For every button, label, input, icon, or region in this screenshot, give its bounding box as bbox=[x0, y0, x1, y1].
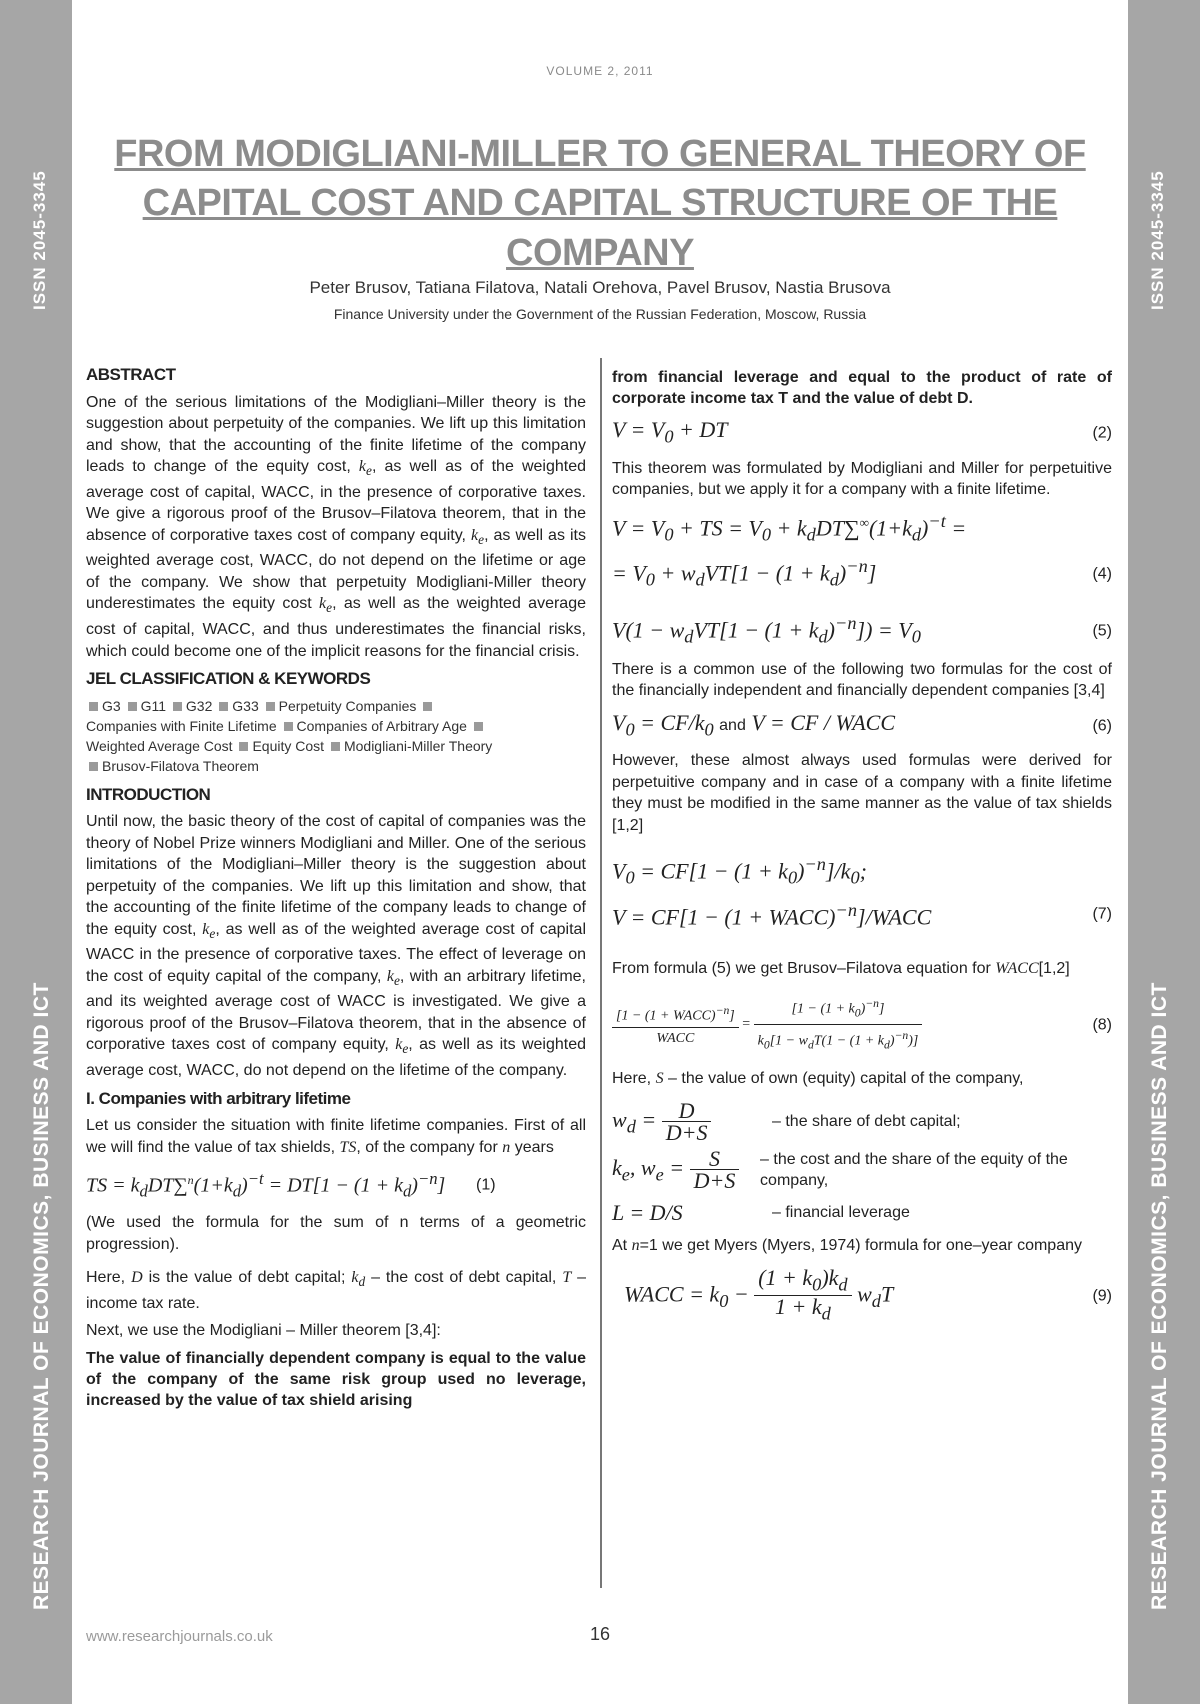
equation-6: $V_0 = CF/k_0$ and V = CF / WACC (6) bbox=[612, 709, 1112, 739]
bullet-square-icon bbox=[89, 702, 98, 711]
bullet-square-icon bbox=[219, 702, 228, 711]
column-divider bbox=[600, 358, 602, 1588]
definition-ke: $k_e$, $w_e$ = $\frac{S}{D+S}$ – the cost and the share of the equity of the company, bbox=[612, 1145, 1068, 1194]
bullet-square-icon bbox=[239, 742, 248, 751]
left-column bbox=[86, 362, 586, 1417]
bullet-square-icon bbox=[284, 722, 293, 731]
equation-5: $V(1 - w_dVT[1 - (1 + k_d)^{-n}]) = V_0$ (5) bbox=[612, 613, 1112, 648]
definition-wd: $w_d$ = $\frac{D}{D+S}$ – the share of debt capital; bbox=[612, 1097, 961, 1146]
introduction-heading: INTRODUCTION bbox=[86, 784, 211, 804]
volume-label: VOLUME 2, 2011 bbox=[546, 64, 654, 78]
issn-left: ISSN 2045-3345 bbox=[30, 170, 49, 310]
equation-2: $V = V_0$ + DT (2) bbox=[612, 417, 1112, 447]
section-text: Let us consider the situation with finite lifetime companies. First of all we will find the value of tax shields, TS, of the company for n years bbox=[86, 1117, 586, 1156]
abstract-heading: ABSTRACT bbox=[86, 365, 176, 384]
equation-number: (2) bbox=[1092, 424, 1112, 442]
equation-number: (6) bbox=[1092, 717, 1112, 735]
ke-symbol: $k_e$ bbox=[471, 526, 485, 547]
equation-number: (1) bbox=[476, 1176, 496, 1194]
authors: Peter Brusov, Tatiana Filatova, Natali Orehova, Pavel Brusov, Nastia Brusova bbox=[309, 278, 891, 297]
bullet-square-icon bbox=[89, 762, 98, 771]
jel-heading: JEL CLASSIFICATION & KEYWORDS bbox=[86, 669, 371, 689]
bullet-square-icon bbox=[474, 722, 483, 731]
theorem-text-continued: from financial leverage and equal to the product of rate of corporate income tax T and the value of debt D. bbox=[612, 369, 1112, 407]
keyword-list: G3 G11 G32 G33 Perpetuity Companies Companies with Finite Lifetime Companies of Arbitrary Age Weighted Average Cost Equity Cost Modigliani-Miller Theory Brusov-Filatova Theorem bbox=[86, 697, 493, 774]
equation-number: (9) bbox=[1092, 1287, 1112, 1305]
equation-1: TS = $k_dDT\sum^n(1+k_d)^{-t} = DT[1 - (1 + k_d)^{-n}]$ (1) bbox=[86, 1169, 496, 1201]
equation-7a: $V_0 = CF[1 - (1 + k_0)^{-n}]/k_0$; bbox=[612, 854, 867, 889]
definition-leverage: L = D/S – financial leverage bbox=[612, 1199, 910, 1225]
theorem-text: The value of financially dependent company is equal to the value of the company of the same risk group used no leverage, increased by the value of tax shield arising bbox=[86, 1349, 586, 1409]
equation-7b: V = CF[1 − (1 + WACC)$^{-n}$]/WACC (7) bbox=[612, 899, 1112, 929]
body-text: Here, S – the value of own (equity) capital of the company, bbox=[612, 1070, 1024, 1088]
bullet-square-icon bbox=[331, 742, 340, 751]
paper-title: FROM MODIGLIANI-MILLER TO GENERAL THEORY OF CAPITAL COST AND CAPITAL STRUCTURE OF THE COMPANY bbox=[114, 133, 1086, 274]
bullet-square-icon bbox=[266, 702, 275, 711]
journal-website-link[interactable]: www.researchjournals.co.uk bbox=[86, 1628, 273, 1645]
equation-4: = $V_0 + w_dVT[1 - (1 + k_d)^{-n}]$ (4) bbox=[612, 556, 1112, 590]
equation-9: WACC = $k_0$ − $\frac{(1 + k_0)k_d}{1 + k_d}$ $w_dT$ (9) bbox=[624, 1264, 1112, 1324]
equation-number: (7) bbox=[1092, 904, 1112, 922]
body-text: However, these almost always used formulas were derived for perpetuitive company and in case of a company with a finite lifetime they must be modified in the same manner as the value of tax shields [1,2] bbox=[612, 752, 1112, 834]
equation-8: $\frac{[1 - (1 + WACC)^{-n}]}{\text{WACC}}$ = $\frac{[1 - (1 + k_0)^{-n}]}{k_0[1 - w_dT(1 - (1 + k_d)^{-n})]}$ (8) bbox=[612, 993, 1112, 1056]
ke-symbol: $k_e$ bbox=[358, 458, 372, 479]
bullet-square-icon bbox=[423, 702, 432, 711]
body-text: This theorem was formulated by Modigliani and Miller for perpetuitive companies, but we apply it for a company with a finite lifetime. bbox=[612, 459, 1112, 499]
right-column bbox=[612, 367, 1112, 1335]
page-number: 16 bbox=[589, 1624, 611, 1644]
section-heading: I. Companies with arbitrary lifetime bbox=[86, 1088, 351, 1108]
bullet-square-icon bbox=[173, 702, 182, 711]
journal-name-right: RESEARCH JOURNAL OF ECONOMICS, BUSINESS AND ICT bbox=[1148, 982, 1171, 1610]
abstract-text: One of the serious limitations of the Modigliani–Miller theory is the suggestion about perpetuity of the companies. We lift up this limitation and show, that the accounting of the finite lifetime of the company leads to change of the equity cost, $k_e$, as well as of the weighted average cost of capital, WACC, in the presence of corporative taxes. We give a rigorous proof of the Brusov–Filatova theorem, that in the absence of corporative taxes cost of company equity, $k_e$, as well as its weighted average cost, WACC, do not depend on the lifetime or age of the company. We show that perpetuity Modigliani-Miller theory underestimates the equity cost $k_e$, as well as the weighted average cost of capital, WACC, and thus underestimates the financial risks, which could become one of the implicit reasons for the financial crisis. bbox=[86, 393, 587, 660]
introduction-text: Until now, the basic theory of the cost of capital of companies was the theory of Nobel Prize winners Modigliani and Miller. One of the serious limitations of the Modigliani–Miller theory is the suggestion about perpetuity of the companies. We lift up this limitation and show, that the accounting of the finite lifetime of the company leads to change of the equity cost, $k_e$, as well as of the weighted average cost of capital WACC in the presence of corporative taxes. The effect of leverage on the cost of equity capital of the company, $k_e$, with an arbitrary lifetime, and its weighted average cost of WACC is investigated. We give a rigorous proof of the Brusov–Filatova theorem, that in the absence of corporative taxes cost of company equity, $k_e$, as well as its weighted average cost, WACC, do not depend on the lifetime of the company. bbox=[86, 813, 587, 1080]
bullet-square-icon bbox=[128, 702, 137, 711]
ke-symbol: $k_e$ bbox=[319, 595, 333, 616]
body-text: From formula (5) we get Brusov–Filatova equation for WACC[1,2] bbox=[612, 959, 1070, 977]
section-text: Here, D is the value of debt capital; $k_d$ – the cost of debt capital, T – income tax rate. bbox=[86, 1269, 587, 1312]
equation-number: (5) bbox=[1092, 622, 1112, 640]
equation-number: (8) bbox=[1092, 1015, 1112, 1033]
affiliation: Finance University under the Government of the Russian Federation, Moscow, Russia bbox=[333, 306, 867, 322]
section-text: Next, we use the Modigliani – Miller theorem [3,4]: bbox=[86, 1322, 441, 1340]
body-text: There is a common use of the following two formulas for the cost of the financially independent and financially dependent companies [3,4] bbox=[612, 660, 1112, 700]
equation-3: $V = V_0$ + TS = $V_0 + k_dDT\sum^\infty(1+k_d)^{-t}$ = bbox=[612, 510, 967, 545]
section-text: (We used the formula for the sum of n terms of a geometric progression). bbox=[86, 1214, 586, 1253]
body-text: At n=1 we get Myers (Myers, 1974) formula for one–year company bbox=[612, 1237, 1082, 1255]
equation-number: (4) bbox=[1092, 564, 1112, 582]
issn-right: ISSN 2045-3345 bbox=[1148, 170, 1167, 310]
journal-name-left: RESEARCH JOURNAL OF ECONOMICS, BUSINESS AND ICT bbox=[30, 982, 53, 1610]
